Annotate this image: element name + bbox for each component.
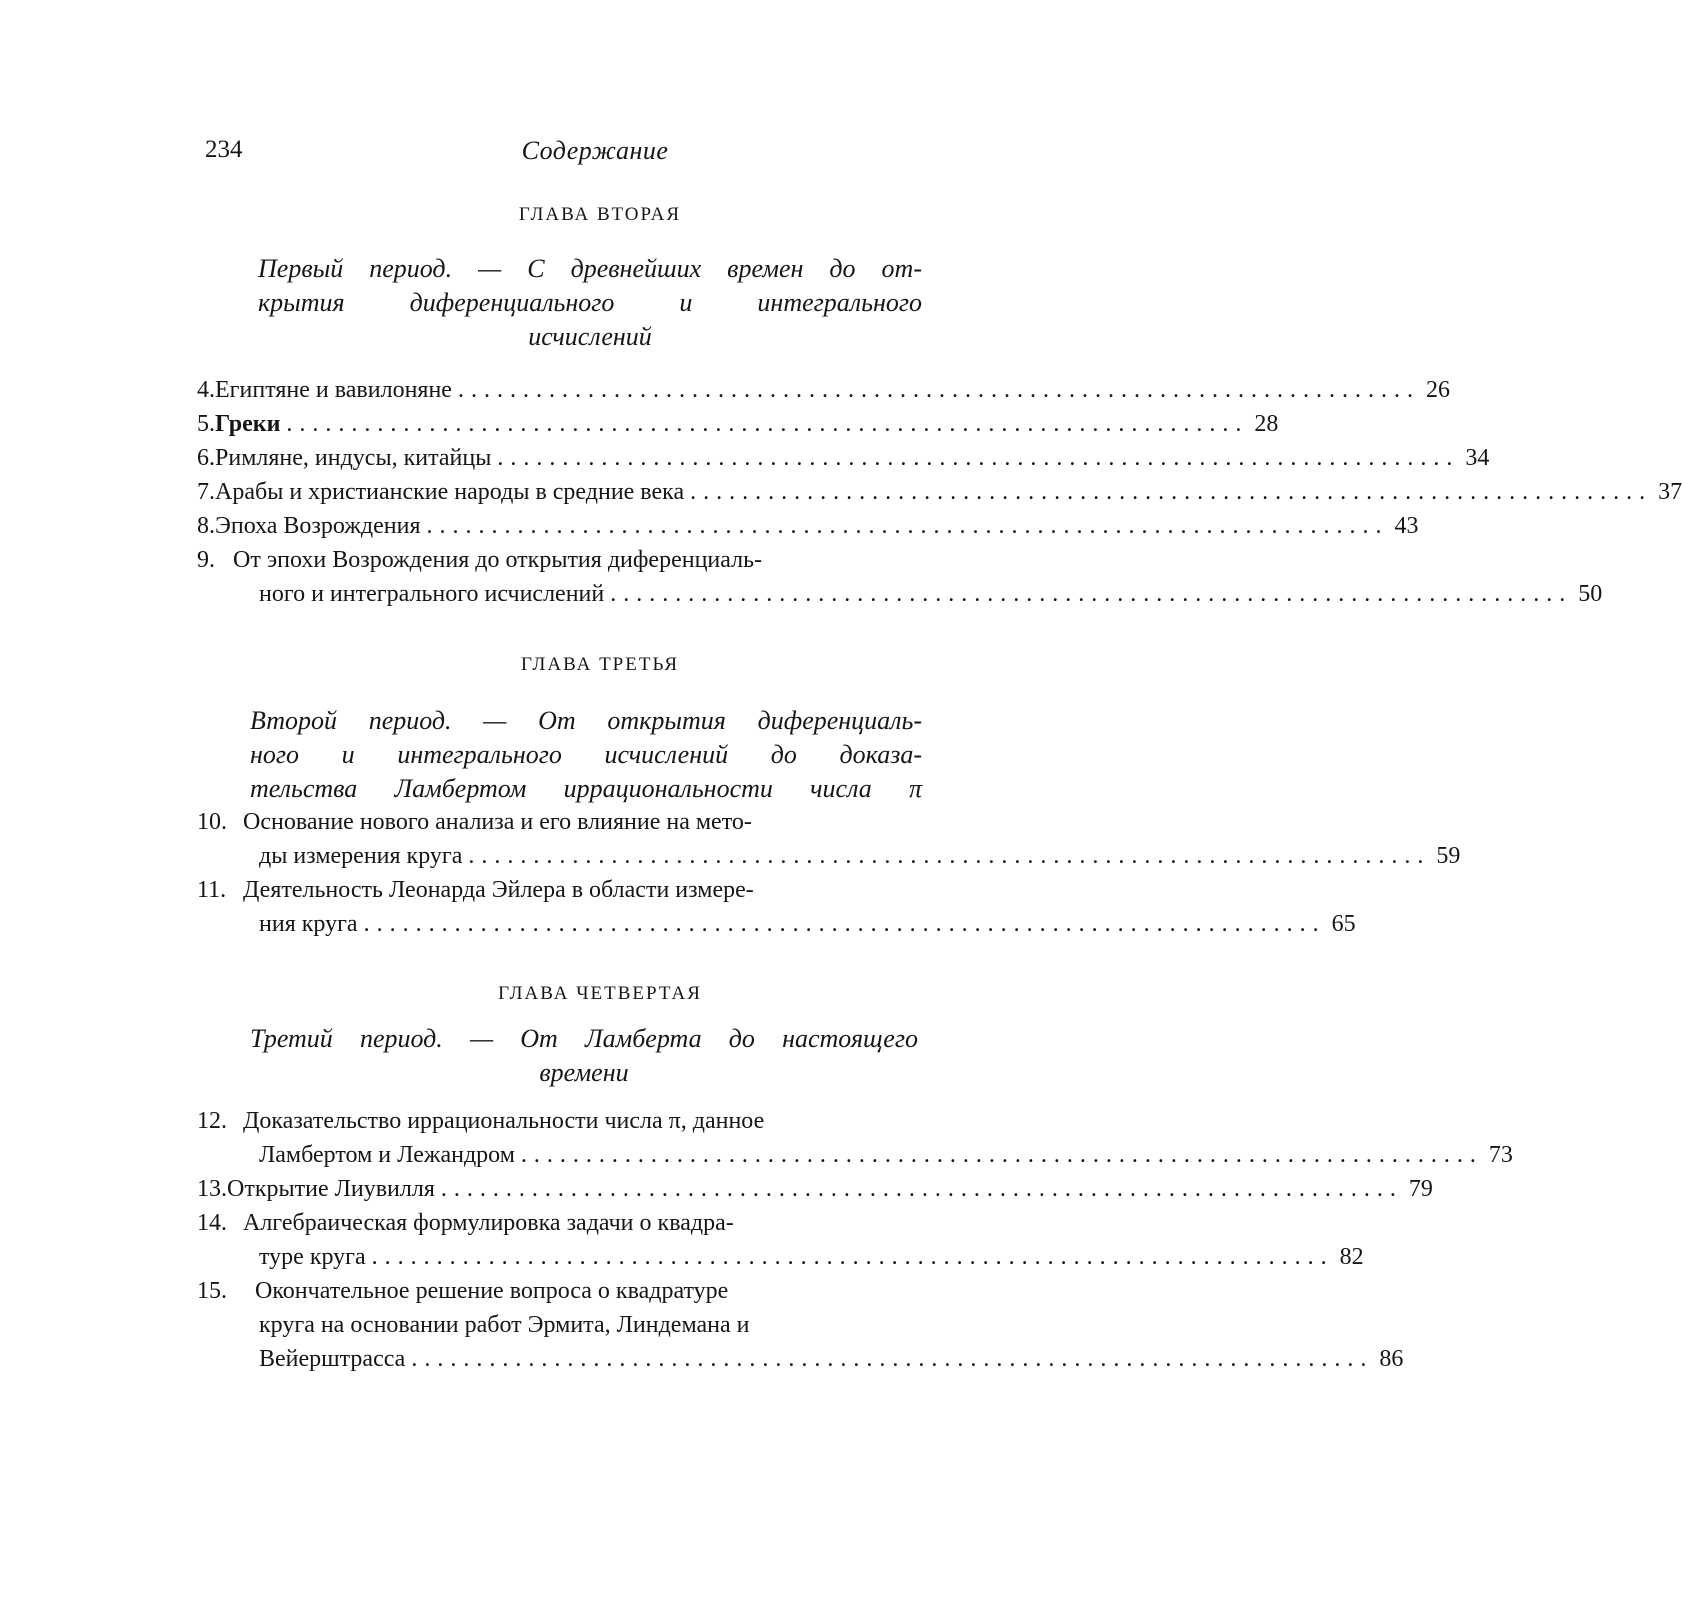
period-title-line: крытия диференциального и интегрального xyxy=(258,286,922,320)
dot-leader: .......................................................................... xyxy=(458,373,1420,407)
running-title: Содержание xyxy=(205,136,985,166)
entry-title: Открытие Лиувилля xyxy=(227,1172,435,1206)
dot-leader: .......................................................................... xyxy=(690,475,1652,509)
entry-title: Алгебраическая формулировка задачи о квадра- xyxy=(243,1206,734,1240)
dot-leader: .......................................................................... xyxy=(441,1172,1403,1206)
entry-title: Арабы и христианские народы в средние века xyxy=(215,475,684,509)
period-title-line: исчислений xyxy=(258,320,922,354)
dot-leader: .......................................................................... xyxy=(372,1240,1334,1274)
entry-page: 59 xyxy=(1436,839,1460,873)
chapter-heading: ГЛАВА ВТОРАЯ xyxy=(0,204,1200,226)
chapter-heading: ГЛАВА ЧЕТВЕРТАЯ xyxy=(0,983,1200,1005)
toc-entry[interactable] xyxy=(197,475,982,509)
entry-title-continued: ния круга xyxy=(259,907,358,941)
entry-number: 10. xyxy=(197,805,243,839)
entry-number: 14. xyxy=(197,1206,243,1240)
toc-entry[interactable] xyxy=(197,805,982,873)
entry-page: 28 xyxy=(1254,407,1278,441)
toc-entry[interactable] xyxy=(197,1104,982,1172)
period-title-line: Второй период. — От открытия диференциаль- xyxy=(250,704,922,738)
entry-page: 26 xyxy=(1426,373,1450,407)
entry-number: 4. xyxy=(197,373,215,407)
dot-leader: .......................................................................... xyxy=(427,509,1389,543)
period-title-line: Третий период. — От Ламберта до настоящего xyxy=(250,1022,918,1056)
toc-entry[interactable] xyxy=(197,509,982,543)
entry-title: Греки xyxy=(215,407,280,441)
toc-entry[interactable] xyxy=(197,873,982,941)
book-page xyxy=(0,0,1200,1613)
entry-title-continued: Вейерштрасса xyxy=(259,1342,405,1376)
entry-page: 79 xyxy=(1409,1172,1433,1206)
entry-title-continued: круга на основании работ Эрмита, Линдемана и xyxy=(259,1308,749,1342)
dot-leader: .......................................................................... xyxy=(497,441,1459,475)
toc-entry[interactable] xyxy=(197,1274,982,1376)
entry-number: 5. xyxy=(197,407,215,441)
toc-entry[interactable] xyxy=(197,407,982,441)
entry-page: 37 xyxy=(1658,475,1682,509)
period-title xyxy=(250,704,922,806)
entry-title: Римляне, индусы, китайцы xyxy=(215,441,491,475)
entry-number: 15. xyxy=(197,1274,255,1308)
entry-number: 7. xyxy=(197,475,215,509)
entry-number: 6. xyxy=(197,441,215,475)
entry-page: 34 xyxy=(1465,441,1489,475)
entry-page: 86 xyxy=(1379,1342,1403,1376)
toc-section xyxy=(197,805,982,941)
entry-title: Деятельность Леонарда Эйлера в области измере- xyxy=(243,873,754,907)
entry-title: Египтяне и вавилоняне xyxy=(215,373,452,407)
dot-leader: .......................................................................... xyxy=(468,839,1430,873)
entry-number: 12. xyxy=(197,1104,243,1138)
period-title-line: ного и интегрального исчислений до доказа- xyxy=(250,738,922,772)
chapter-heading: ГЛАВА ТРЕТЬЯ xyxy=(0,654,1200,676)
period-title-line: тельства Ламбертом иррациональности числа π xyxy=(250,772,922,806)
entry-number: 13. xyxy=(197,1172,227,1206)
dot-leader: .......................................................................... xyxy=(286,407,1248,441)
entry-title-continued: туре круга xyxy=(259,1240,366,1274)
entry-page: 50 xyxy=(1578,577,1602,611)
toc-section xyxy=(197,1104,982,1376)
toc-entry[interactable] xyxy=(197,543,982,611)
period-title xyxy=(250,1022,918,1090)
entry-number: 9. xyxy=(197,543,233,577)
dot-leader: .......................................................................... xyxy=(610,577,1572,611)
dot-leader: .......................................................................... xyxy=(411,1342,1373,1376)
period-title-line: Первый период. — С древнейших времен до от- xyxy=(258,252,922,286)
toc-entry[interactable] xyxy=(197,1206,982,1274)
entry-number: 8. xyxy=(197,509,215,543)
entry-title: Эпоха Возрождения xyxy=(215,509,421,543)
entry-title: От эпохи Возрождения до открытия диференциаль- xyxy=(233,543,762,577)
dot-leader: .......................................................................... xyxy=(521,1138,1483,1172)
entry-page: 82 xyxy=(1340,1240,1364,1274)
period-title-line: времени xyxy=(250,1056,918,1090)
entry-page: 73 xyxy=(1489,1138,1513,1172)
period-title xyxy=(258,252,922,354)
page-header xyxy=(205,136,985,176)
entry-title: Основание нового анализа и его влияние на мето- xyxy=(243,805,752,839)
toc-entry[interactable] xyxy=(197,441,982,475)
entry-title-continued: Ламбертом и Лежандром xyxy=(259,1138,515,1172)
entry-title: Доказательство иррациональности числа π, данное xyxy=(243,1104,764,1138)
entry-page: 65 xyxy=(1332,907,1356,941)
entry-page: 43 xyxy=(1395,509,1419,543)
toc-entry[interactable] xyxy=(197,373,982,407)
entry-title-continued: ного и интегрального исчислений xyxy=(259,577,604,611)
dot-leader: .......................................................................... xyxy=(364,907,1326,941)
entry-title-continued: ды измерения круга xyxy=(259,839,462,873)
entry-title: Окончательное решение вопроса о квадратуре xyxy=(255,1274,728,1308)
page-number: 234 xyxy=(205,136,243,164)
entry-number: 11. xyxy=(197,873,243,907)
toc-section xyxy=(197,373,982,611)
toc-entry[interactable] xyxy=(197,1172,982,1206)
